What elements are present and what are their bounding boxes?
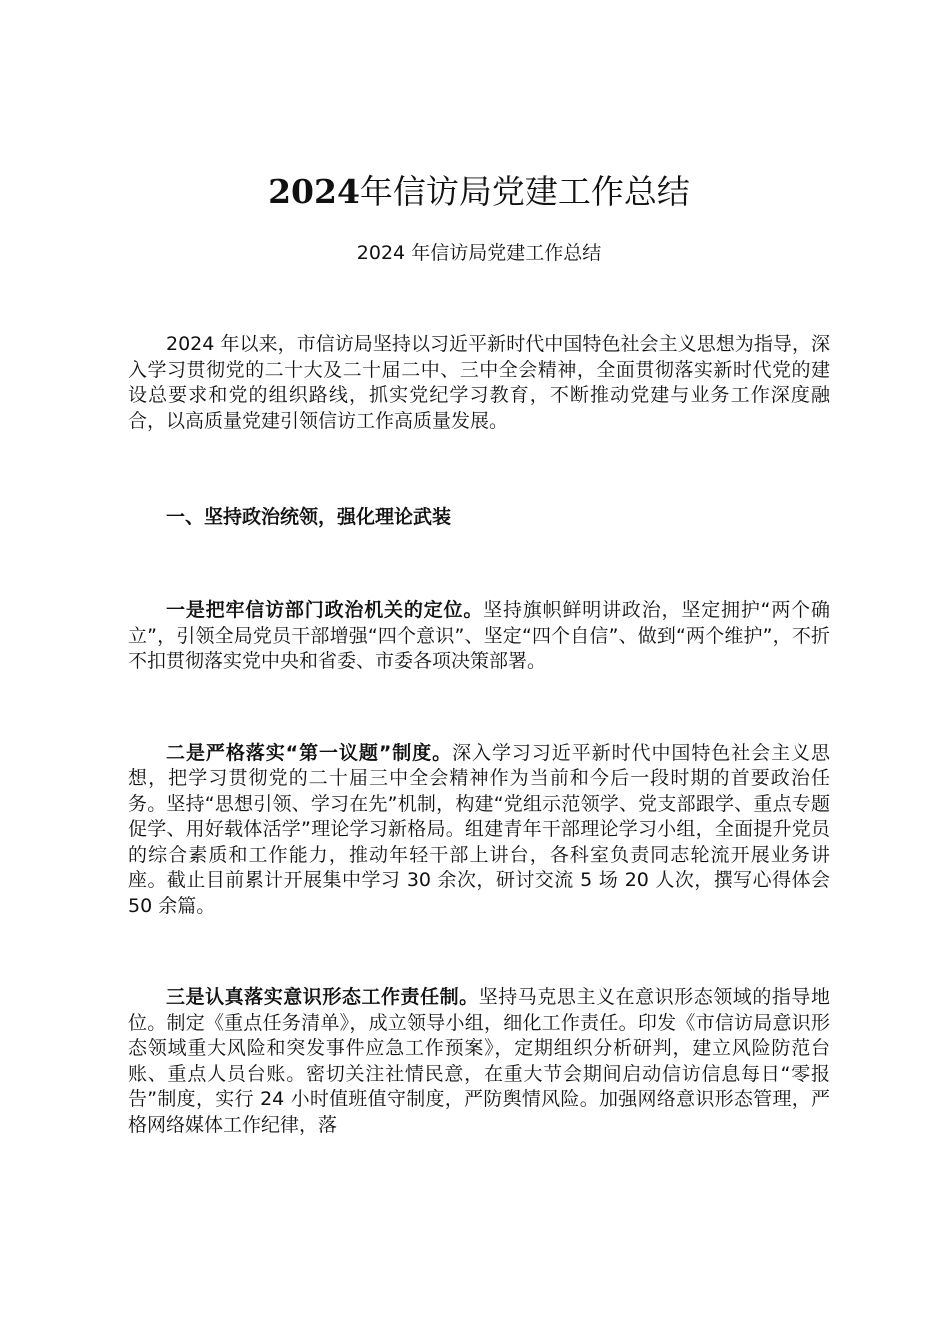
title-year: 2024 <box>268 172 360 211</box>
section-heading-1: 一、坚持政治统领，强化理论武装 <box>166 506 452 528</box>
paragraph-lead: 三是认真落实意识形态工作责任制。 <box>166 986 479 1008</box>
paragraph-body: 坚持马克思主义在意识形态领域的指导地位。制定《重点任务清单》，成立领导小组，细化工作责任。印发《市信访局意识形态领域重大风险和突发事件应急工作预案》，定期组织分析研判，建立风险防范台账、重点人员台账。密切关注社情民意，在重大节会期间启动信访信息每日“零报告”制度，实行 24 小时值班值守制度，严防舆情风险。加强网络意识形态管理，严格网络媒体工作纪律，落 <box>128 986 830 1136</box>
intro-paragraph: 2024 年以来，市信访局坚持以习近平新时代中国特色社会主义思想为指导，深入学习贯彻党的二十大及二十届二中、三中全会精神，全面贯彻落实新时代党的建设总要求和党的组织路线，抓实党纪学习教育，不断推动党建与业务工作深度融合，以高质量党建引领信访工作高质量发展。 <box>128 333 830 432</box>
body-paragraph-2 <box>128 741 830 920</box>
title-text: 年信访局党建工作总结 <box>359 172 690 211</box>
document-subtitle: 2024 年信访局党建工作总结 <box>356 242 602 264</box>
body-paragraph-3 <box>128 985 830 1138</box>
body-paragraph-1 <box>128 598 830 675</box>
paragraph-lead: 一是把牢信访部门政治机关的定位。 <box>166 599 484 621</box>
paragraph-lead: 二是严格落实“第一议题”制度。 <box>166 741 453 764</box>
paragraph-body: 深入学习习近平新时代中国特色社会主义思想，把学习贯彻党的二十届三中全会精神作为当前和今后一段时期的首要政治任务。坚持“思想引领、学习在先”机制，构建“党组示范领学、党支部跟学、重点专题促学、用好载体活学”理论学习新格局。组建青年干部理论学习小组，全面提升党员的综合素质和工作能力，推动年轻干部上讲台，各科室负责同志轮流开展业务讲座。截止目前累计开展集中学习 30 余次，研讨交流 5 场 20 人次，撰写心得体会 50 余篇。 <box>128 741 830 917</box>
paragraph-body: 坚持旗帜鲜明讲政治，坚定拥护“两个确立”，引领全局党员干部增强“四个意识”、坚定“四个自信”、做到“两个维护”，不折不扣贯彻落实党中央和省委、市委各项决策部署。 <box>128 599 830 672</box>
document-title <box>128 172 830 212</box>
